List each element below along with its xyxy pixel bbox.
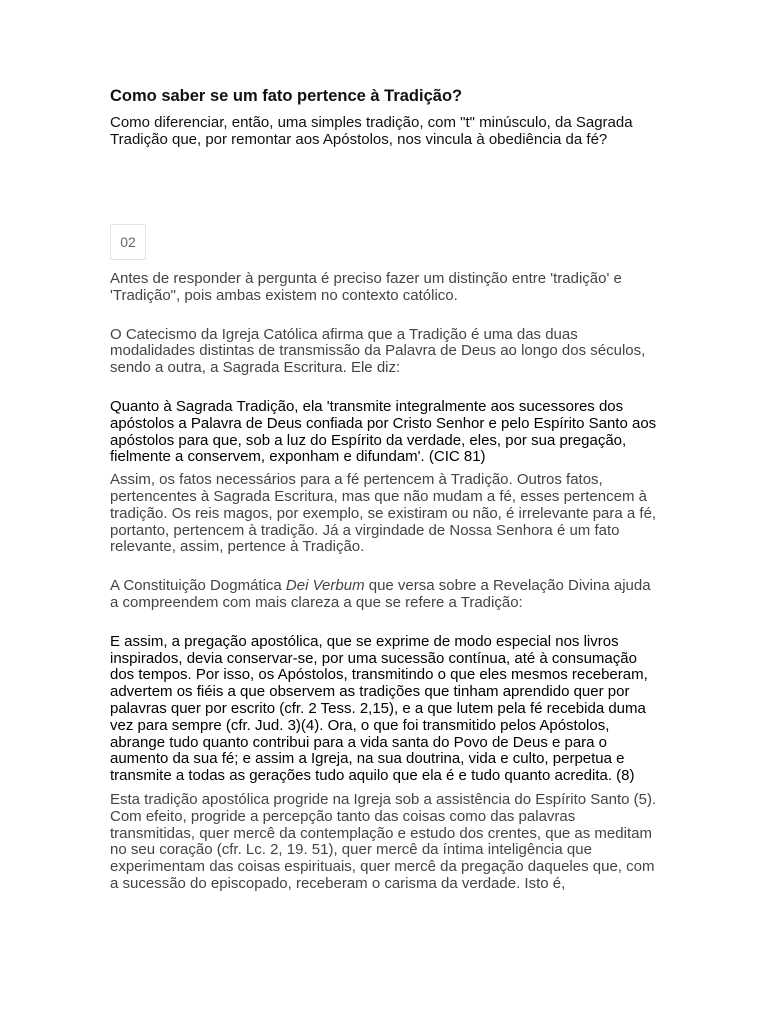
quote-dei-verbum: E assim, a pregação apostólica, que se exprime de modo especial nos livros inspirados, devia conservar-se, por uma sucessão contínua, até à consumação dos tempos. Por isso, os Apóstolos, transmitindo o que eles mesmos receberam, advertem os fiéis a que observem as tradições que tinham aprendido quer por palavras quer por escrito (cfr. 2 Tess. 2,15), e a que lutem pela fé recebida duma vez para sempre (cfr. Jud. 3)(4). Ora, o que foi transmitido pelos Apóstolos, abrange tudo quanto contribui para a vida santa do Povo de Deus e para o aumento da sua fé; e assim a Igreja, na sua doutrina, vida e culto, perpetua e transmite a todas as gerações tudo aquilo que ela é e tudo quanto acredita. (8) bbox=[110, 632, 648, 785]
paragraph-dei-verbum bbox=[110, 578, 660, 612]
dei-verbum-after: que versa sobre a Revelação Divina ajuda a compreendem com mais clareza a que se refere a Tradição: bbox=[110, 577, 651, 611]
document-page bbox=[110, 86, 660, 892]
paragraph-apostolic-tradition: Esta tradição apostólica progride na Igreja sob a assistência do Espírito Santo (5). Com efeito, progride a percepção tanto das coisas como das palavras transmitidas, quer mercê da contemplação e estudo dos crentes, que as meditam no seu coração (cfr. Lc. 2, 19. 51), quer mercê da íntima inteligência que experimentam das coisas espirituais, quer mercê da pregação daqueles que, com a sucessão do episcopado, receberam o carisma da verdade. Isto é, bbox=[110, 790, 657, 892]
dei-verbum-title: Dei Verbum bbox=[285, 577, 365, 595]
paragraph-catechism: O Catecismo da Igreja Católica afirma que a Tradição é uma das duas modalidades distintas de transmissão da Palavra de Deus ao longo dos séculos, sendo a outra, a Sagrada Escritura. Ele diz: bbox=[110, 325, 646, 377]
page-number-badge: 02 bbox=[110, 224, 146, 260]
dei-verbum-before: A Constituição Dogmática bbox=[110, 577, 286, 595]
quote-catechism: Quanto à Sagrada Tradição, ela 'transmite integralmente aos sucessores dos apóstolos a Palavra de Deus confiada por Cristo Senhor e pelo Espírito Santo aos apóstolos para que, sob a luz do Espírito da verdade, eles, por sua pregação, fielmente a conservem, exponham e difundam'. (CIC 81) bbox=[110, 397, 657, 466]
paragraph-facts: Assim, os fatos necessários para a fé pertencem à Tradição. Outros fatos, pertencentes à Sagrada Escritura, mas que não mudam a fé, esses pertencem à tradição. Os reis magos, por exemplo, se existiram ou não, é irrelevante para a fé, portanto, pertencem à tradição. Já a virgindade de Nossa Senhora é um fato relevante, assim, pertence à Tradição. bbox=[110, 471, 657, 556]
document-body bbox=[110, 271, 660, 893]
intro-paragraph: Como diferenciar, então, uma simples tradição, com "t" minúsculo, da Sagrada Tradição que, por remontar aos Apóstolos, nos vincula à obediência da fé? bbox=[110, 114, 633, 148]
paragraph-distinction: Antes de responder à pergunta é preciso fazer um distinção entre 'tradição' e 'Tradição", pois ambas existem no contexto católico. bbox=[110, 270, 622, 304]
document-title: Como saber se um fato pertence à Tradição? bbox=[110, 87, 463, 105]
